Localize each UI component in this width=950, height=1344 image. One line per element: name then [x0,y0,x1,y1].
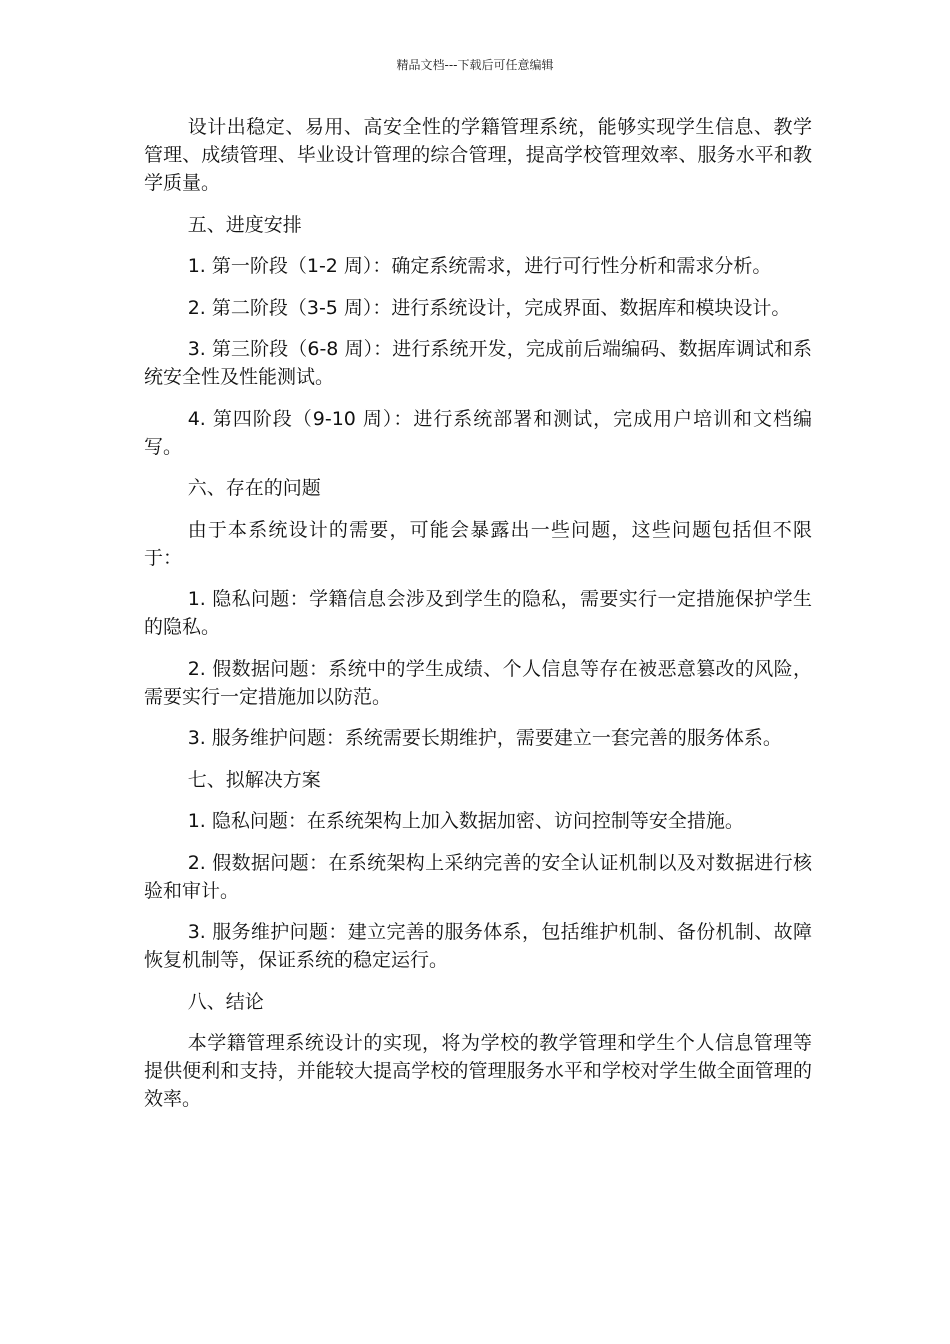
schedule-item-3: 3. 第三阶段（6-8 周）：进行系统开发，完成前后端编码、数据库调试和系统安全性及性能测试。 [144,338,812,388]
section-heading-conclusion: 八、结论 [187,990,264,1013]
solution-item-1: 1. 隐私问题：在系统架构上加入数据加密、访问控制等安全措施。 [187,810,744,832]
section-heading-problems: 六、存在的问题 [187,477,321,499]
schedule-item-1: 1. 第一阶段（1-2 周）：确定系统需求，进行可行性分析和需求分析。 [187,255,772,277]
problem-item-1: 1. 隐私问题：学籍信息会涉及到学生的隐私，需要实行一定措施保护学生的隐私。 [144,588,812,638]
document-body [144,113,812,1127]
section-heading-schedule: 五、进度安排 [187,213,302,236]
problem-item-3: 3. 服务维护问题：系统需要长期维护，需要建立一套完善的服务体系。 [187,727,782,749]
schedule-item-2: 2. 第二阶段（3-5 周）：进行系统设计，完成界面、数据库和模块设计。 [187,296,791,319]
paragraph-objective: 设计出稳定、易用、高安全性的学籍管理系统，能够实现学生信息、教学管理、成绩管理、毕业设计管理的综合管理，提高学校管理效率、服务水平和教学质量。 [144,116,812,194]
solution-item-3: 3. 服务维护问题：建立完善的服务体系，包括维护机制、备份机制、故障恢复机制等，保证系统的稳定运行。 [144,921,812,971]
schedule-item-4: 4. 第四阶段（9-10 周）：进行系统部署和测试，完成用户培训和文档编写。 [144,407,812,458]
paragraph-conclusion: 本学籍管理系统设计的实现，将为学校的教学管理和学生个人信息管理等提供便利和支持，并能较大提高学校的管理服务水平和学校对学生做全面管理的效率。 [144,1032,812,1110]
problem-item-2: 2. 假数据问题：系统中的学生成绩、个人信息等存在被恶意篡改的风险，需要实行一定措施加以防范。 [144,657,812,708]
section-heading-solutions: 七、拟解决方案 [187,768,321,791]
solution-item-2: 2. 假数据问题：在系统架构上采纳完善的安全认证机制以及对数据进行核验和审计。 [144,851,812,902]
problems-intro: 由于本系统设计的需要，可能会暴露出一些问题，这些问题包括但不限于： [144,518,812,569]
page-header-watermark: 精品文档---下载后可任意编辑 [396,58,554,72]
